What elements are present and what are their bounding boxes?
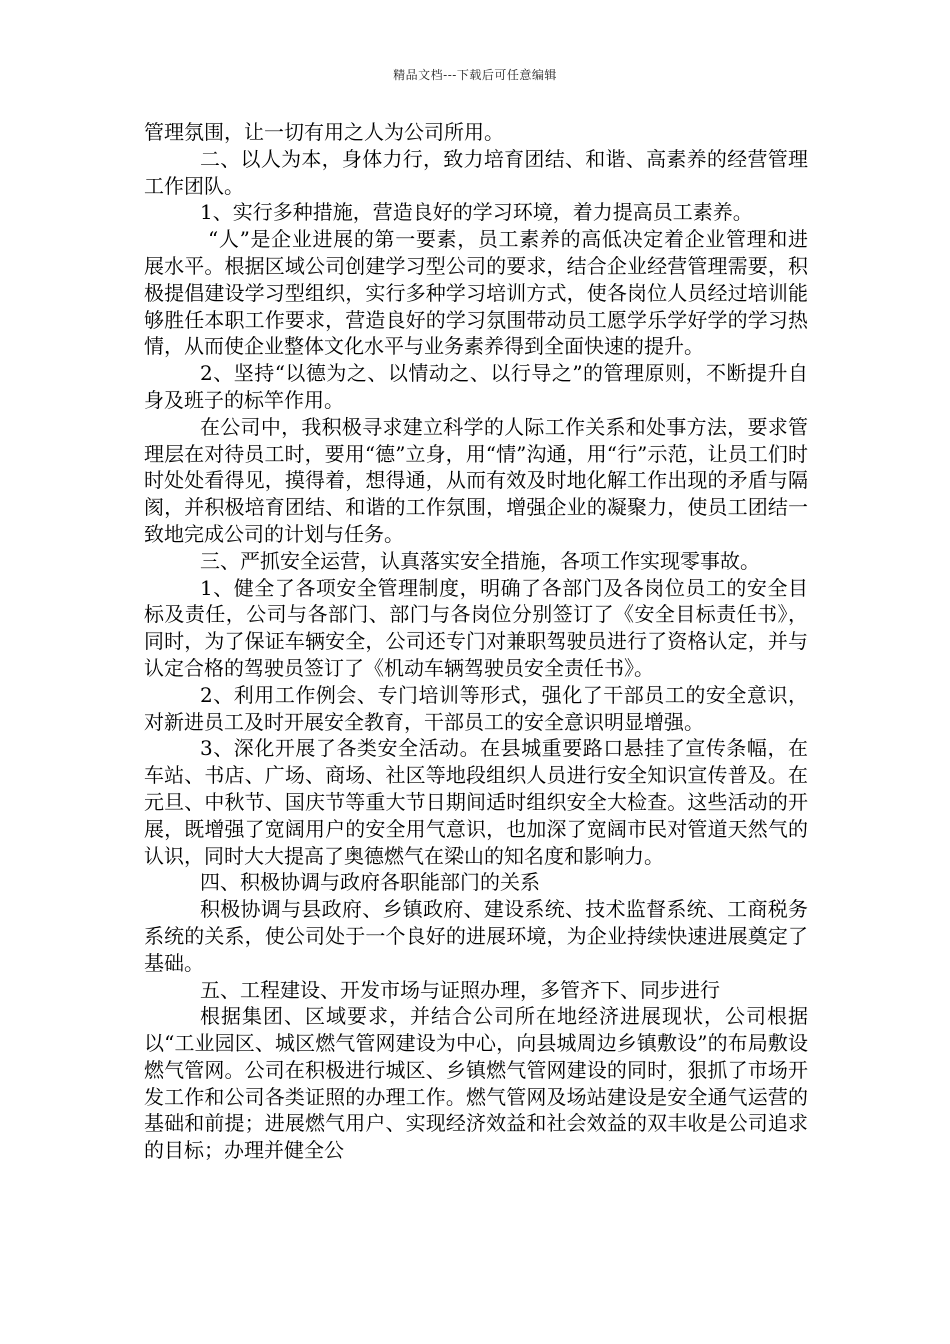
paragraph: 积极协调与县政府、乡镇政府、建设系统、技术监督系统、工商税务系统的关系，使公司处于一个良好的进展环境，为企业持续快速进展奠定了基础。 xyxy=(144,897,808,975)
paragraph: 根据集团、区域要求，并结合公司所在地经济进展现状，公司根据以“工业园区、城区燃气管网建设为中心，向县城周边乡镇敷设”的布局敷设燃气管网。公司在积极进行城区、乡镇燃气管网建设的同时，狠抓了市场开发工作和公司各类证照的办理工作。燃气管网及场站建设是安全通气运营的基础和前提；进展燃气用户、实现经济效益和社会效益的双丰收是公司追求的目标；办理并健全公 xyxy=(144,1004,808,1163)
paragraph: 管理氛围，让一切有用之人为公司所用。 xyxy=(144,120,504,144)
section-heading: 三、严抓安全运营，认真落实安全措施，各项工作实现零事故。 xyxy=(200,548,760,573)
section-heading: 二、以人为本，身体力行，致力培育团结、和谐、高素养的经营管理工作团队。 xyxy=(144,146,808,198)
paragraph: 1、健全了各项安全管理制度，明确了各部门及各岗位员工的安全目标及责任，公司与各部门、部门与各岗位分别签订了《安全目标责任书》，同时，为了保证车辆安全，公司还专门对兼职驾驶员进行了资格认定，并与认定合格的驾驶员签订了《机动车辆驾驶员安全责任书》。 xyxy=(144,575,808,680)
paragraph: 在公司中，我积极寻求建立科学的人际工作关系和处事方法，要求管理层在对待员工时，要用“德”立身，用“情”沟通，用“行”示范，让员工们时时处处看得见，摸得着，想得通，从而有效及时地化解工作出现的矛盾与隔阂，并积极培育团结、和谐的工作氛围，增强企业的凝聚力，使员工团结一致地完成公司的计划与任务。 xyxy=(144,414,808,546)
page-header: 精品文档---下载后可任意编辑 xyxy=(393,68,557,82)
paragraph: 2、利用工作例会、专门培训等形式，强化了干部员工的安全意识，对新进员工及时开展安全教育，干部员工的安全意识明显增强。 xyxy=(144,682,808,734)
section-heading: 四、积极协调与政府各职能部门的关系 xyxy=(200,870,540,895)
subheading: 2、坚持“以德为之、以情动之、以行导之”的管理原则，不断提升自身及班子的标竿作用。 xyxy=(144,361,808,412)
document-body xyxy=(144,119,808,1164)
section-heading: 五、工程建设、开发市场与证照办理，多管齐下、同步进行 xyxy=(200,977,720,1002)
paragraph: “人”是企业进展的第一要素，员工素养的高低决定着企业管理和进展水平。根据区域公司创建学习型公司的要求，结合企业经营管理需要，积极提倡建设学习型组织，实行多种学习培训方式，使各岗位人员经过培训能够胜任本职工作要求，营造良好的学习氛围带动员工愿学乐学好学的学习热情，从而使企业整体文化水平与业务素养得到全面快速的提升。 xyxy=(144,227,808,359)
paragraph: 3、深化开展了各类安全活动。在县城重要路口悬挂了宣传条幅，在车站、书店、广场、商场、社区等地段组织人员进行安全知识宣传普及。在元旦、中秋节、国庆节等重大节日期间适时组织安全大检查。这些活动的开展，既增强了宽阔用户的安全用气意识，也加深了宽阔市民对管道天然气的认识，同时大大提高了奥德燃气在梁山的知名度和影响力。 xyxy=(144,736,808,868)
subheading: 1、实行多种措施，营造良好的学习环境，着力提高员工素养。 xyxy=(200,200,753,225)
